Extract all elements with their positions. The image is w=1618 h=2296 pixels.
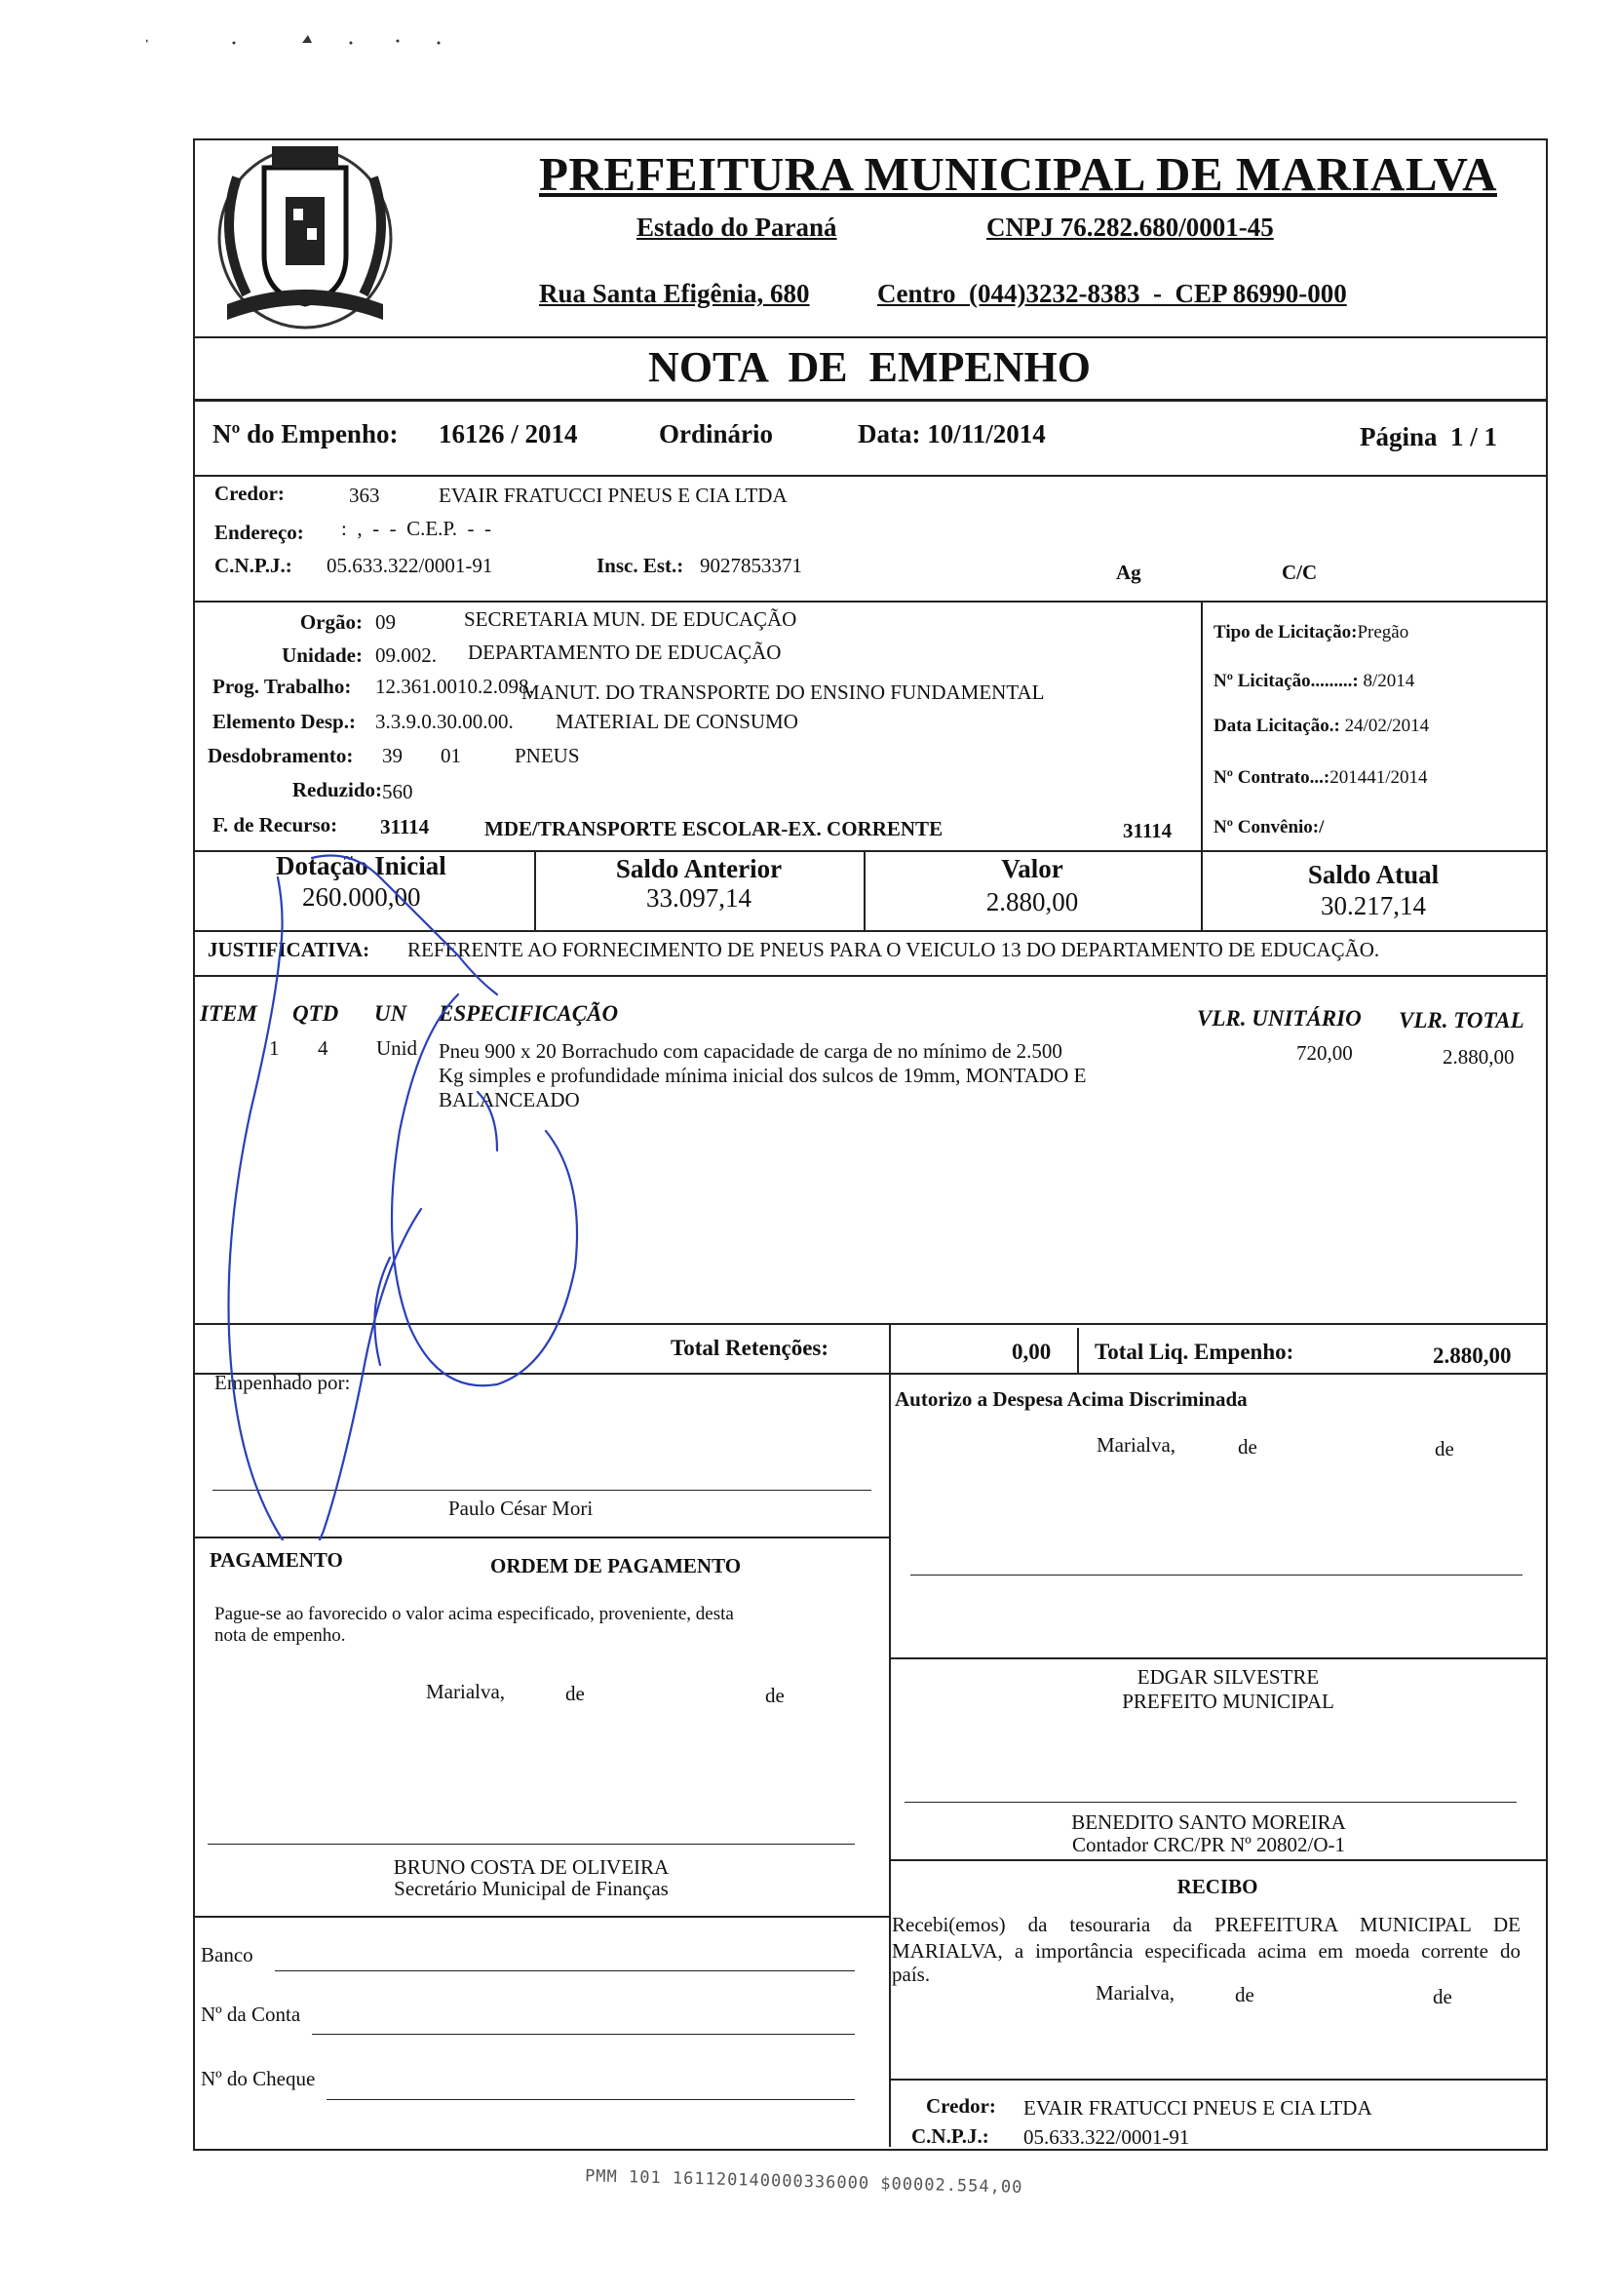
- header-vlr-unitario: VLR. UNITÁRIO: [1197, 1006, 1362, 1031]
- header-qtd: QTD: [292, 1001, 339, 1026]
- numero-licitacao: [1214, 671, 1414, 692]
- coat-of-arms-icon: [208, 138, 403, 338]
- item-spec-line-1: Pneu 900 x 20 Borrachudo com capacidade de carga de no mínimo de 2.500: [439, 1039, 1062, 1063]
- divider-creditor: [193, 601, 1546, 603]
- divider-totals-bottom: [193, 1373, 1546, 1375]
- contrato: [1214, 767, 1427, 789]
- saldo-anterior-value: 33.097,14: [646, 883, 751, 913]
- unidade-desc: DEPARTAMENTO DE EDUCAÇÃO: [468, 641, 782, 664]
- divider-contador: [889, 1859, 1546, 1861]
- recibo-line-3: país.: [892, 1963, 931, 1986]
- item-number: 1: [269, 1036, 280, 1060]
- orgao-code: 09: [375, 610, 396, 634]
- tipo-licitacao-label: Tipo de Licitação:: [1214, 622, 1358, 642]
- conta-label: Nº da Conta: [201, 2003, 301, 2026]
- saldo-anterior-label: Saldo Anterior: [615, 854, 783, 883]
- secretario-title: Secretário Municipal de Finanças: [394, 1877, 669, 1900]
- divider-signatures: [889, 1373, 891, 2147]
- divider-title: [193, 399, 1546, 402]
- divider-totals-top: [193, 1323, 1546, 1325]
- empenho-number-label: Nº do Empenho:: [212, 419, 399, 448]
- conta-field[interactable]: [312, 2034, 855, 2035]
- item-spec-line-3: BALANCEADO: [439, 1088, 580, 1111]
- item-spec-line-2: Kg simples e profundidade mínima inicial dos sulcos de 19mm, MONTADO E: [439, 1064, 1087, 1087]
- recurso-desc: MDE/TRANSPORTE ESCOLAR-EX. CORRENTE: [484, 817, 944, 840]
- recibo-line-1: Recebi(emos) da tesouraria da PREFEITURA MUNICIPAL DE: [892, 1913, 1521, 1936]
- autorizo-de-1: de: [1238, 1435, 1257, 1459]
- creditor-cnpj: 05.633.322/0001-91: [327, 554, 493, 577]
- header-un: UN: [374, 1001, 407, 1026]
- contador-name: BENEDITO SANTO MOREIRA: [1071, 1810, 1346, 1834]
- retencoes-value: 0,00: [1012, 1340, 1052, 1364]
- banco-field[interactable]: [275, 1970, 855, 1971]
- pague-line-1: Pague-se ao favorecido o valor acima especificado, proveniente, desta: [214, 1604, 734, 1624]
- unidade-label: Unidade:: [282, 643, 363, 667]
- prog-code: 12.361.0010.2.098.: [375, 675, 534, 698]
- cnpj-label: C.N.P.J.:: [214, 554, 292, 577]
- divider-licitacao: [1201, 601, 1203, 850]
- creditor-label: Credor:: [214, 482, 285, 505]
- divider-empenhado: [193, 1537, 889, 1538]
- scan-marks-svg: [146, 29, 458, 49]
- numero-licitacao-value: 8/2014: [1363, 671, 1415, 691]
- reduzido-value: 560: [382, 780, 413, 803]
- item-total: 2.880,00: [1443, 1045, 1515, 1069]
- divider-totals-2: [1077, 1328, 1079, 1373]
- header-vlr-total: VLR. TOTAL: [1399, 1008, 1524, 1032]
- numero-licitacao-label: Nº Licitação.........:: [1214, 671, 1359, 691]
- ag-label: Ag: [1116, 561, 1141, 584]
- divider-totals-1: [889, 1323, 891, 1374]
- autorizo-de-2: de: [1435, 1437, 1454, 1460]
- cc-label: C/C: [1282, 561, 1318, 584]
- banco-label: Banco: [201, 1943, 253, 1966]
- pagamento-de-1: de: [565, 1682, 585, 1705]
- recibo-cnpj-value: 05.633.322/0001-91: [1023, 2125, 1190, 2149]
- unidade-code: 09.002.: [375, 643, 437, 667]
- pagamento-de-2: de: [765, 1684, 785, 1707]
- retencoes-label: Total Retenções:: [671, 1336, 829, 1360]
- recibo-cnpj-label: C.N.P.J.:: [911, 2124, 989, 2148]
- item-qty: 4: [318, 1036, 328, 1060]
- empenho-number: 16126 / 2014: [439, 419, 578, 448]
- recibo-de-1: de: [1235, 1983, 1254, 2006]
- desdobramento-code: 39: [382, 744, 403, 767]
- cheque-field[interactable]: [327, 2099, 855, 2100]
- divider-empenho: [193, 475, 1546, 477]
- orgao-label: Orgão:: [299, 610, 363, 634]
- justificativa-label: JUSTIFICATIVA:: [208, 938, 370, 961]
- signature-line-contador: [905, 1802, 1517, 1803]
- divider-prefeito: [889, 1657, 1546, 1659]
- recurso-code-2: 31114: [1123, 819, 1173, 842]
- insc-label: Insc. Est.:: [597, 554, 684, 577]
- contador-title: Contador CRC/PR Nº 20802/O-1: [1071, 1833, 1346, 1856]
- orgao-desc: SECRETARIA MUN. DE EDUCAÇÃO: [464, 607, 797, 631]
- cheque-label: Nº do Cheque: [201, 2067, 316, 2090]
- recurso-label: F. de Recurso:: [212, 813, 338, 837]
- divider-recibo: [889, 2079, 1546, 2081]
- prog-desc: MANUT. DO TRANSPORTE DO ENSINO FUNDAMENTAL: [521, 681, 1045, 704]
- saldo-atual-label: Saldo Atual: [1307, 860, 1440, 889]
- data-licitacao-label: Data Licitação.:: [1214, 716, 1340, 736]
- valor-label: Valor: [1001, 854, 1063, 883]
- recibo-de-2: de: [1433, 1985, 1452, 2008]
- pagamento-city: Marialva,: [426, 1680, 506, 1703]
- prefeito-title: PREFEITO MUNICIPAL: [1122, 1690, 1334, 1713]
- elemento-code: 3.3.9.0.30.00.00.: [375, 710, 514, 733]
- address-label: Endereço:: [214, 521, 304, 544]
- secretario-name: BRUNO COSTA DE OLIVEIRA: [393, 1855, 670, 1879]
- contrato-label: Nº Contrato...:: [1214, 767, 1330, 788]
- item-unit: Unid: [376, 1036, 417, 1060]
- contrato-value: 201441/2014: [1329, 767, 1428, 788]
- elemento-label: Elemento Desp.:: [212, 710, 356, 733]
- autorizo-label: Autorizo a Despesa Acima Discriminada: [895, 1387, 1248, 1411]
- pagamento-label: PAGAMENTO: [210, 1548, 343, 1572]
- recurso-code: 31114: [380, 815, 430, 838]
- prefeito-name: EDGAR SILVESTRE: [1136, 1665, 1320, 1689]
- justificativa-text: REFERENTE AO FORNECIMENTO DE PNEUS PARA O VEICULO 13 DO DEPARTAMENTO DE EDUCAÇÃO.: [407, 938, 1380, 961]
- empenho-type: Ordinário: [659, 419, 774, 448]
- ordem-pagamento-label: ORDEM DE PAGAMENTO: [490, 1554, 742, 1577]
- valor-value: 2.880,00: [985, 887, 1079, 916]
- prog-label: Prog. Trabalho:: [212, 675, 352, 698]
- empenhado-name: Paulo César Mori: [448, 1497, 594, 1520]
- tipo-licitacao-value: Pregão: [1357, 622, 1409, 642]
- signature-line-empenhado: [212, 1490, 871, 1491]
- header-especificacao: ESPECIFICAÇÃO: [439, 1001, 619, 1026]
- divider-secretario: [193, 1916, 889, 1918]
- recibo-title: RECIBO: [1176, 1875, 1258, 1898]
- cnpj-header: CNPJ 76.282.680/0001-45: [986, 213, 1274, 242]
- total-liq-value: 2.880,00: [1433, 1343, 1512, 1368]
- desdobramento-desc: PNEUS: [515, 744, 580, 767]
- total-liq-label: Total Liq. Empenho:: [1095, 1340, 1294, 1364]
- empenho-date: Data: 10/11/2014: [858, 419, 1046, 448]
- bank-stamp: PMM 101 161120140000336000 $00002.554,00: [584, 2166, 1023, 2198]
- recibo-credor-name: EVAIR FRATUCCI PNEUS E CIA LTDA: [1023, 2096, 1372, 2120]
- divider-amounts: [193, 930, 1546, 932]
- dotacao-value: 260.000,00: [302, 882, 421, 912]
- svg-text:MARIALVA: MARIALVA: [279, 307, 331, 319]
- insc-value: 9027853371: [700, 554, 802, 577]
- address-street: Rua Santa Efigênia, 680: [539, 279, 810, 308]
- empenhado-label: Empenhado por:: [214, 1371, 351, 1394]
- desdobramento-label: Desdobramento:: [208, 744, 354, 767]
- recibo-line-2: MARIALVA, a importância especificada acima em moeda corrente do: [892, 1939, 1521, 1963]
- signature-line-prefeito: [910, 1575, 1522, 1576]
- creditor-code: 363: [349, 484, 380, 507]
- municipality-title: PREFEITURA MUNICIPAL DE MARIALVA: [539, 147, 1497, 201]
- saldo-atual-value: 30.217,14: [1321, 891, 1426, 920]
- dotacao-label: Dotação Inicial: [276, 851, 446, 880]
- elemento-desc: MATERIAL DE CONSUMO: [556, 710, 798, 733]
- address-details: Centro (044)3232-8383 - CEP 86990-000: [877, 279, 1347, 308]
- divider-justificativa: [193, 975, 1546, 977]
- creditor-name: EVAIR FRATUCCI PNEUS E CIA LTDA: [439, 484, 788, 507]
- recibo-city: Marialva,: [1096, 1981, 1175, 2004]
- address-value: : , - - C.E.P. - -: [341, 517, 491, 540]
- doc-title: NOTA DE EMPENHO: [648, 343, 1091, 391]
- data-licitacao-value: 24/02/2014: [1344, 716, 1430, 736]
- recibo-credor-label: Credor:: [926, 2094, 996, 2118]
- tipo-licitacao: [1214, 622, 1408, 643]
- item-unit-price: 720,00: [1296, 1041, 1353, 1065]
- reduzido-label: Reduzido:: [291, 778, 382, 801]
- state-name: Estado do Paraná: [636, 213, 837, 242]
- page-number: Página 1 / 1: [1360, 422, 1498, 451]
- header-item: ITEM: [200, 1001, 257, 1026]
- signature-line-secretario: [208, 1844, 855, 1845]
- desdobramento-sub: 01: [441, 744, 461, 767]
- scan-marks: [146, 29, 458, 49]
- pague-line-2: nota de empenho.: [214, 1625, 346, 1646]
- convenio-label: Nº Convênio:/: [1214, 817, 1325, 837]
- data-licitacao: [1214, 716, 1429, 737]
- autorizo-city: Marialva,: [1097, 1433, 1176, 1457]
